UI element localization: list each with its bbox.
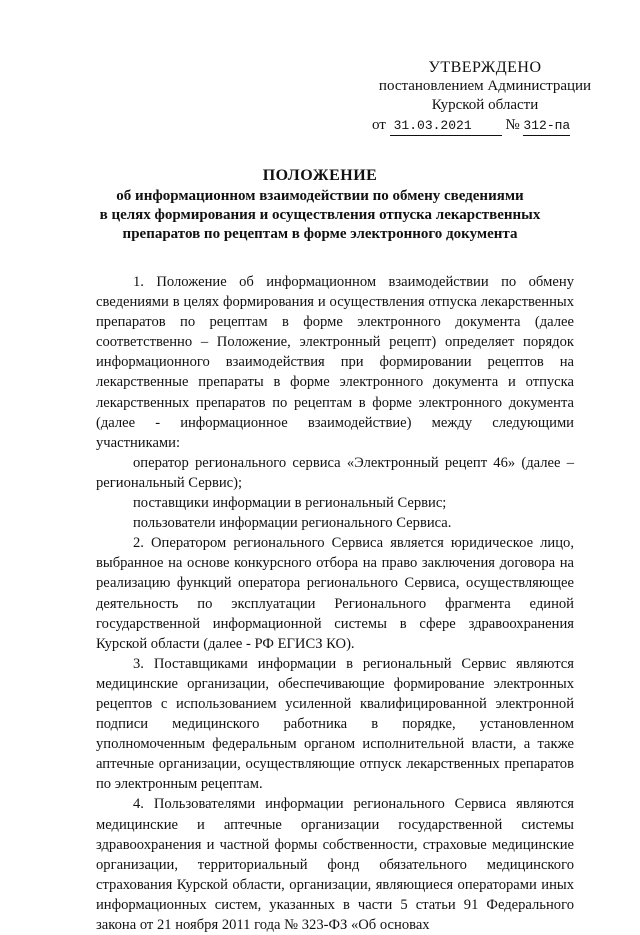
- paragraph-1-item-c: пользователи информации регионального Сервиса.: [133, 515, 452, 532]
- heading-title: ПОЛОЖЕНИЕ: [262, 167, 378, 184]
- approval-line-2: Курской области: [431, 97, 539, 113]
- paragraph-4: 4. Пользователями информации регионального Сервиса являются медицинские и аптечные организации государственной системы здравоохранения и частной формы собственности, страховые медицинские организации, территориальный фонд обязательного медицинского страхования Курской области, организации, являющиеся операторами иных информационных систем, указанных в части 5 статьи 91 Федерального закона от 21 ноября 2011 года № 323-ФЗ «Об основах: [96, 796, 574, 933]
- paragraph-2: 2. Оператором регионального Сервиса является юридическое лицо, выбранное на основе конкурсного отбора на право заключения договора на реализацию функций оператора регионального Сервиса, осуществляющее деятельность по эксплуатации Регионального фрагмента единой государственной информационной системы в сфере здравоохранения Курской области (далее - РФ ЕГИСЗ КО).: [96, 535, 574, 652]
- date-prefix: от: [372, 117, 386, 133]
- approval-date: 31.03.2021: [393, 118, 472, 133]
- heading-line-1: об информационном взаимодействии по обмену сведениями: [116, 188, 524, 204]
- approval-date-line: [370, 116, 600, 136]
- heading-line-3: препаратов по рецептам в форме электронного документа: [122, 226, 518, 242]
- document-heading: [90, 166, 550, 244]
- paragraph-1-item-a: оператор регионального сервиса «Электронный рецепт 46» (далее – региональный Сервис);: [96, 454, 574, 491]
- approval-date-field: [390, 116, 502, 136]
- paragraph-1-item-b: поставщики информации в региональный Сервис;: [133, 495, 447, 512]
- approval-block: [370, 58, 600, 136]
- approval-line-1: постановлением Администрации: [378, 78, 592, 94]
- approval-number: 312-па: [523, 116, 570, 136]
- heading-line-2: в целях формирования и осуществления отпуска лекарственных: [99, 207, 541, 223]
- document-body: [96, 272, 574, 935]
- paragraph-1: 1. Положение об информационном взаимодействии по обмену сведениями в целях формирования и осуществления отпуска лекарственных препаратов по рецептам в форме электронного документа (далее соответственно – Положение, электронный рецепт) определяет порядок информационного взаимодействия при формировании рецептов на лекарственные препараты в форме электронного документа и отпуска лекарственных препаратов по рецептам в форме электронного документа (далее - информационное взаимодействие) между следующими участниками:: [96, 274, 574, 451]
- number-prefix: №: [505, 117, 520, 133]
- paragraph-3: 3. Поставщиками информации в региональный Сервис являются медицинские организации, обеспечивающие формирование электронных рецептов с использованием усиленной квалифицированной электронной подписи медицинского работника в порядке, установленном уполномоченным федеральным органом исполнительной власти, а также аптечные организации, осуществляющие отпуск лекарственных препаратов по электронным рецептам.: [96, 655, 574, 793]
- approval-title: УТВЕРЖДЕНО: [428, 59, 542, 76]
